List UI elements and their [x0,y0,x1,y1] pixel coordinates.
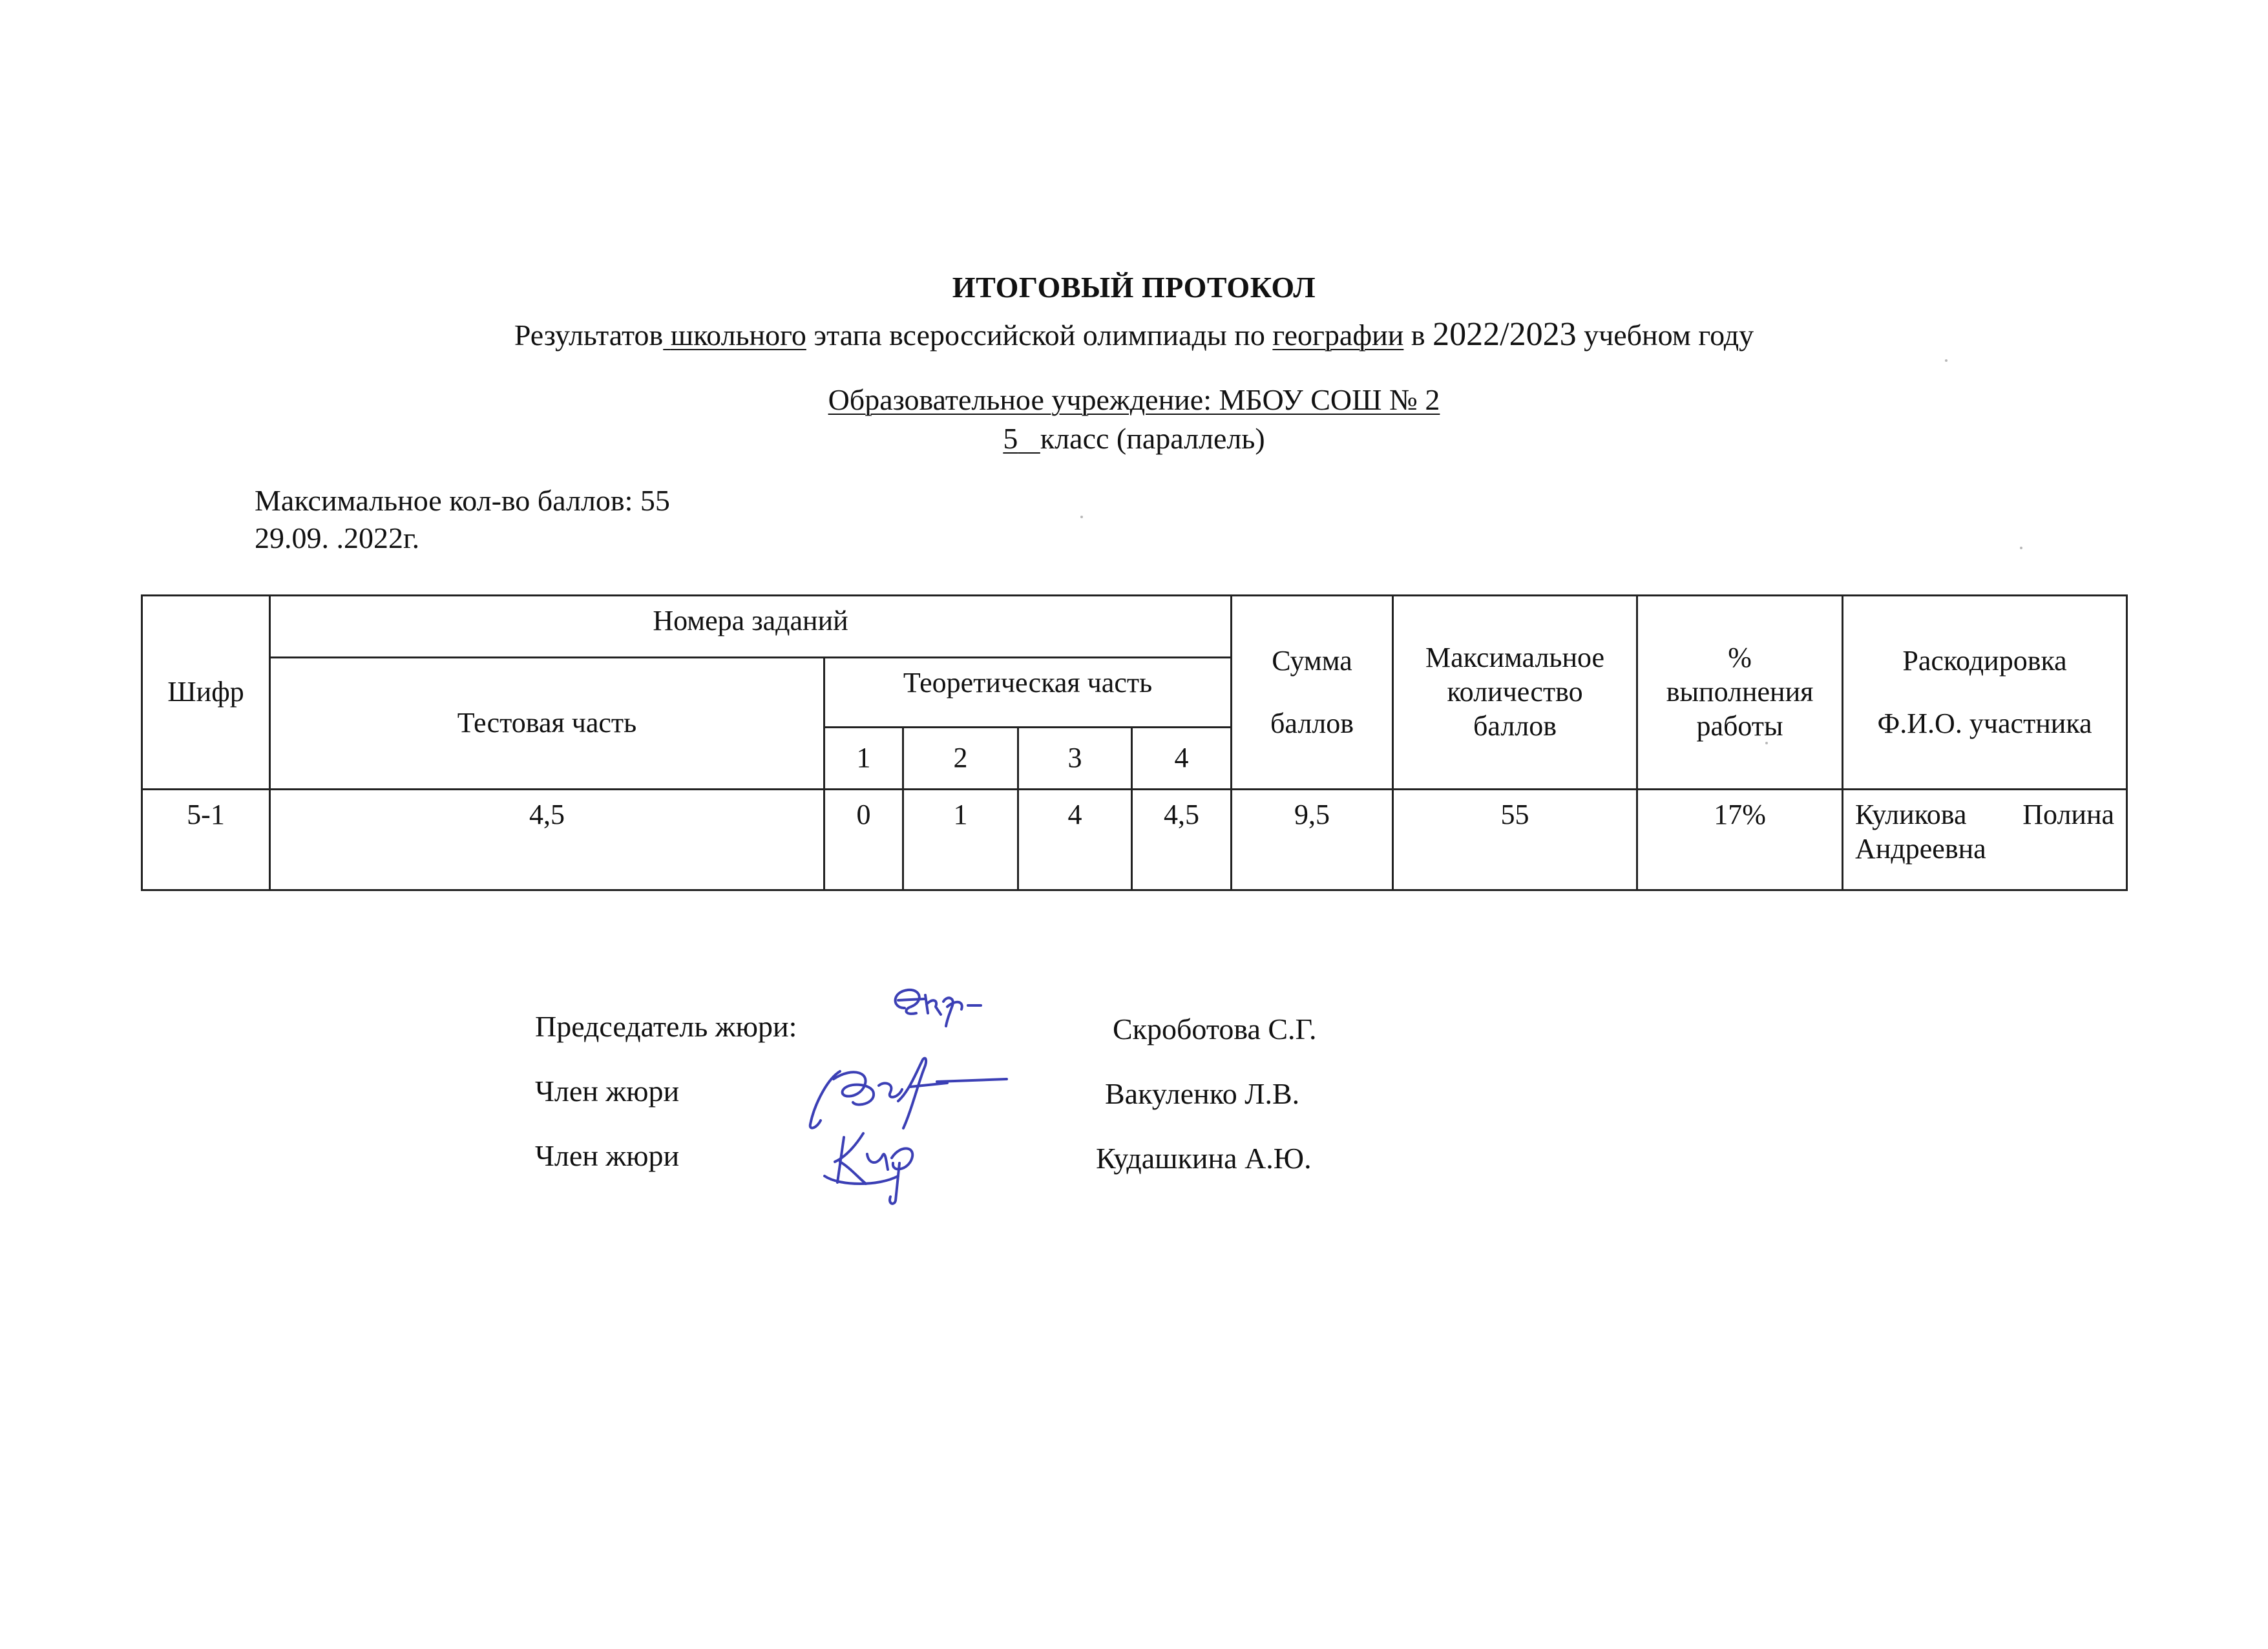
olympiad-date: 29.09. .2022г. [255,521,420,554]
header-theory-col-1: 1 [824,728,903,790]
academic-year: 2022/2023 [1433,316,1577,353]
cell-test-score: 4,5 [270,790,824,890]
school-name: Образовательное учреждение: МБОУ СОШ № 2 [828,383,1440,416]
document-subtitle [0,315,2268,353]
jury-role-member-2: Член жюри [535,1139,680,1172]
results-table [141,594,2128,891]
cell-theory-1: 0 [824,790,903,890]
cell-participant-name [1843,790,2127,890]
header-theory-part: Теоретическая часть [824,658,1232,728]
jury-role-chair: Председатель жюри: [535,1010,797,1043]
grade-suffix: класс (параллель) [1040,422,1265,455]
header-percent: % выполнения работы [1637,596,1843,790]
subtitle-mid: этапа всероссийской олимпиады по [814,319,1265,352]
header-sum: Сумма баллов [1232,596,1393,790]
participant-patronymic: Андреевна [1855,832,1986,865]
member-2-signature [821,1124,937,1208]
grade-number: 5 [1003,422,1018,455]
cell-percent: 17% [1637,790,1843,890]
max-points: Максимальное кол-во баллов: 55 [255,484,670,517]
jury-name-member-1: Вакуленко Л.В. [1105,1077,1300,1110]
header-test-part: Тестовая часть [270,658,824,790]
cell-max-points: 55 [1393,790,1637,890]
jury-name-chair: Скроботова С.Г. [1113,1013,1317,1045]
chair-signature [885,976,995,1034]
scan-speck [1945,359,1948,362]
subtitle-suffix: учебном году [1584,319,1754,352]
olympiad-stage: школьного [670,319,806,352]
subtitle-in: в [1411,319,1425,352]
header-theory-col-4: 4 [1132,728,1232,790]
jury-name-member-2: Кудашкина А.Ю. [1096,1142,1312,1175]
cell-theory-2: 1 [903,790,1018,890]
cell-theory-4: 4,5 [1132,790,1232,890]
cell-theory-3: 4 [1018,790,1132,890]
scan-speck [1765,742,1768,744]
jury-role-member-1: Член жюри [535,1075,680,1108]
scan-speck [2020,547,2022,549]
subtitle-prefix: Результатов [514,319,664,352]
cell-sum: 9,5 [1232,790,1393,890]
table-row [142,790,2127,890]
header-task-numbers: Номера заданий [270,596,1232,658]
header-cipher: Шифр [142,596,270,790]
grade-line [0,421,2268,456]
participant-first-name: Полина [2022,799,2115,830]
scan-speck [1080,516,1083,518]
header-theory-col-2: 2 [903,728,1018,790]
header-theory-col-3: 3 [1018,728,1132,790]
participant-surname: Куликова [1855,799,1967,830]
header-max-points: Максимальное количество баллов [1393,596,1637,790]
header-decoding: Раскодировка Ф.И.О. участника [1843,596,2127,790]
olympiad-subject: географии [1272,319,1404,352]
cell-cipher: 5-1 [142,790,270,890]
document-title: ИТОГОВЫЙ ПРОТОКОЛ [952,271,1316,304]
